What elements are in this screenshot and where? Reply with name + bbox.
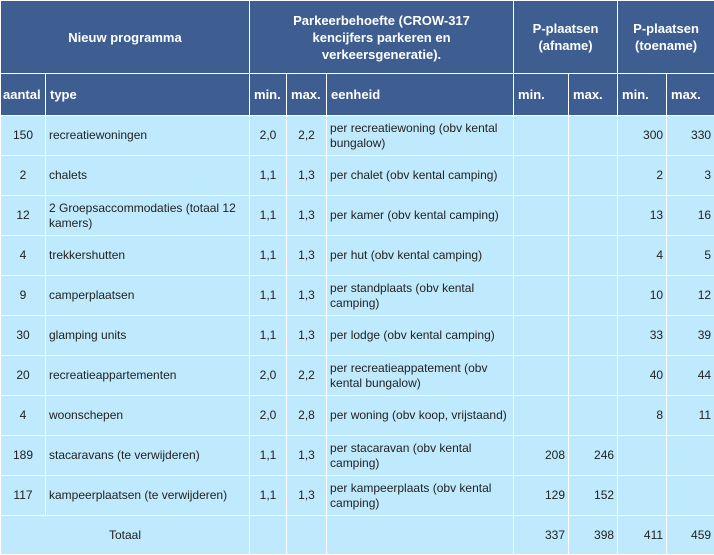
cell-toename-max (667, 436, 714, 476)
cell-toename-min: 2 (618, 156, 667, 196)
cell-toename-max: 16 (667, 196, 714, 236)
cell-afname-max (569, 156, 618, 196)
table-row (1, 316, 714, 356)
cell-afname-min (514, 236, 569, 276)
cell-min: 1,1 (250, 156, 287, 196)
col-header-type: type (46, 74, 250, 116)
cell-min: 1,1 (250, 476, 287, 516)
cell-afname-max (569, 236, 618, 276)
cell-eenheid: per hut (obv kental camping) (327, 236, 514, 276)
cell-afname-max (569, 116, 618, 156)
cell-eenheid: per recreatiewoning (obv kental bungalow) (327, 116, 514, 156)
total-empty-eenheid (327, 516, 514, 555)
col-header-max: max. (287, 74, 327, 116)
table-row (1, 276, 714, 316)
cell-toename-min: 8 (618, 396, 667, 436)
table-row (1, 236, 714, 276)
cell-max: 1,3 (287, 156, 327, 196)
cell-min: 1,1 (250, 436, 287, 476)
cell-afname-min: 208 (514, 436, 569, 476)
cell-max: 1,3 (287, 236, 327, 276)
col-header-toename-max: max. (667, 74, 714, 116)
cell-type: recreatiewoningen (46, 116, 250, 156)
table-row (1, 356, 714, 396)
cell-afname-min (514, 156, 569, 196)
cell-toename-max: 44 (667, 356, 714, 396)
total-afname-min: 337 (514, 516, 569, 555)
cell-max: 1,3 (287, 196, 327, 236)
cell-afname-max: 152 (569, 476, 618, 516)
total-empty-min (250, 516, 287, 555)
cell-aantal: 4 (1, 236, 46, 276)
header-p-toename: P-plaatsen (toename) (618, 1, 714, 74)
cell-toename-min: 33 (618, 316, 667, 356)
cell-afname-min (514, 116, 569, 156)
cell-type: recreatieappartementen (46, 356, 250, 396)
cell-eenheid: per recreatieappatement (obv kental bungalow) (327, 356, 514, 396)
cell-afname-min (514, 196, 569, 236)
header-p-afname: P-plaatsen (afname) (514, 1, 618, 74)
cell-max: 1,3 (287, 316, 327, 356)
cell-type: glamping units (46, 316, 250, 356)
table-row (1, 396, 714, 436)
cell-afname-max (569, 276, 618, 316)
cell-max: 2,8 (287, 396, 327, 436)
cell-max: 2,2 (287, 356, 327, 396)
cell-aantal: 9 (1, 276, 46, 316)
cell-type: stacaravans (te verwijderen) (46, 436, 250, 476)
cell-toename-max: 39 (667, 316, 714, 356)
col-header-afname-max: max. (569, 74, 618, 116)
cell-aantal: 150 (1, 116, 46, 156)
cell-toename-min: 40 (618, 356, 667, 396)
header-group-row (1, 1, 714, 74)
cell-afname-min (514, 316, 569, 356)
col-header-afname-min: min. (514, 74, 569, 116)
cell-aantal: 4 (1, 396, 46, 436)
cell-eenheid: per kampeerplaats (obv kental camping) (327, 476, 514, 516)
cell-afname-max (569, 196, 618, 236)
col-header-eenheid: eenheid (327, 74, 514, 116)
cell-eenheid: per chalet (obv kental camping) (327, 156, 514, 196)
total-empty-max (287, 516, 327, 555)
cell-afname-min (514, 356, 569, 396)
cell-toename-min: 10 (618, 276, 667, 316)
cell-toename-min: 300 (618, 116, 667, 156)
header-column-row (1, 74, 714, 116)
cell-afname-max (569, 316, 618, 356)
cell-toename-min (618, 476, 667, 516)
cell-eenheid: per standplaats (obv kental camping) (327, 276, 514, 316)
cell-toename-max: 5 (667, 236, 714, 276)
cell-toename-max: 3 (667, 156, 714, 196)
col-header-aantal: aantal (1, 74, 46, 116)
cell-toename-max: 330 (667, 116, 714, 156)
cell-aantal: 30 (1, 316, 46, 356)
total-toename-max: 459 (667, 516, 714, 555)
cell-afname-min (514, 396, 569, 436)
cell-type: camperplaatsen (46, 276, 250, 316)
col-header-toename-min: min. (618, 74, 667, 116)
cell-toename-max: 12 (667, 276, 714, 316)
cell-eenheid: per kamer (obv kental camping) (327, 196, 514, 236)
cell-min: 1,1 (250, 316, 287, 356)
table-row (1, 196, 714, 236)
table-row (1, 476, 714, 516)
cell-afname-max (569, 396, 618, 436)
cell-type: chalets (46, 156, 250, 196)
cell-max: 1,3 (287, 276, 327, 316)
cell-toename-min (618, 436, 667, 476)
total-row (1, 516, 714, 555)
cell-min: 2,0 (250, 356, 287, 396)
cell-type: woonschepen (46, 396, 250, 436)
cell-aantal: 189 (1, 436, 46, 476)
cell-min: 1,1 (250, 236, 287, 276)
cell-aantal: 12 (1, 196, 46, 236)
cell-afname-max: 246 (569, 436, 618, 476)
total-label: Totaal (1, 516, 250, 555)
cell-aantal: 117 (1, 476, 46, 516)
cell-min: 1,1 (250, 196, 287, 236)
cell-toename-max: 11 (667, 396, 714, 436)
cell-eenheid: per lodge (obv kental camping) (327, 316, 514, 356)
cell-max: 1,3 (287, 436, 327, 476)
cell-type: 2 Groepsaccommodaties (totaal 12 kamers) (46, 196, 250, 236)
cell-min: 2,0 (250, 116, 287, 156)
col-header-min: min. (250, 74, 287, 116)
cell-type: kampeerplaatsen (te verwijderen) (46, 476, 250, 516)
cell-min: 1,1 (250, 276, 287, 316)
table-row (1, 116, 714, 156)
cell-afname-min (514, 276, 569, 316)
header-new-program: Nieuw programma (1, 1, 250, 74)
cell-eenheid: per stacaravan (obv kental camping) (327, 436, 514, 476)
cell-toename-max (667, 476, 714, 516)
cell-toename-min: 13 (618, 196, 667, 236)
table-row (1, 156, 714, 196)
cell-eenheid: per woning (obv koop, vrijstaand) (327, 396, 514, 436)
cell-afname-max (569, 356, 618, 396)
cell-max: 1,3 (287, 476, 327, 516)
cell-aantal: 2 (1, 156, 46, 196)
cell-type: trekkershutten (46, 236, 250, 276)
cell-afname-min: 129 (514, 476, 569, 516)
table-row (1, 436, 714, 476)
total-toename-min: 411 (618, 516, 667, 555)
cell-min: 2,0 (250, 396, 287, 436)
cell-max: 2,2 (287, 116, 327, 156)
cell-aantal: 20 (1, 356, 46, 396)
header-parking-demand: Parkeerbehoefte (CROW-317 kencijfers parkeren en verkeersgeneratie). (250, 1, 514, 74)
cell-toename-min: 4 (618, 236, 667, 276)
total-afname-max: 398 (569, 516, 618, 555)
